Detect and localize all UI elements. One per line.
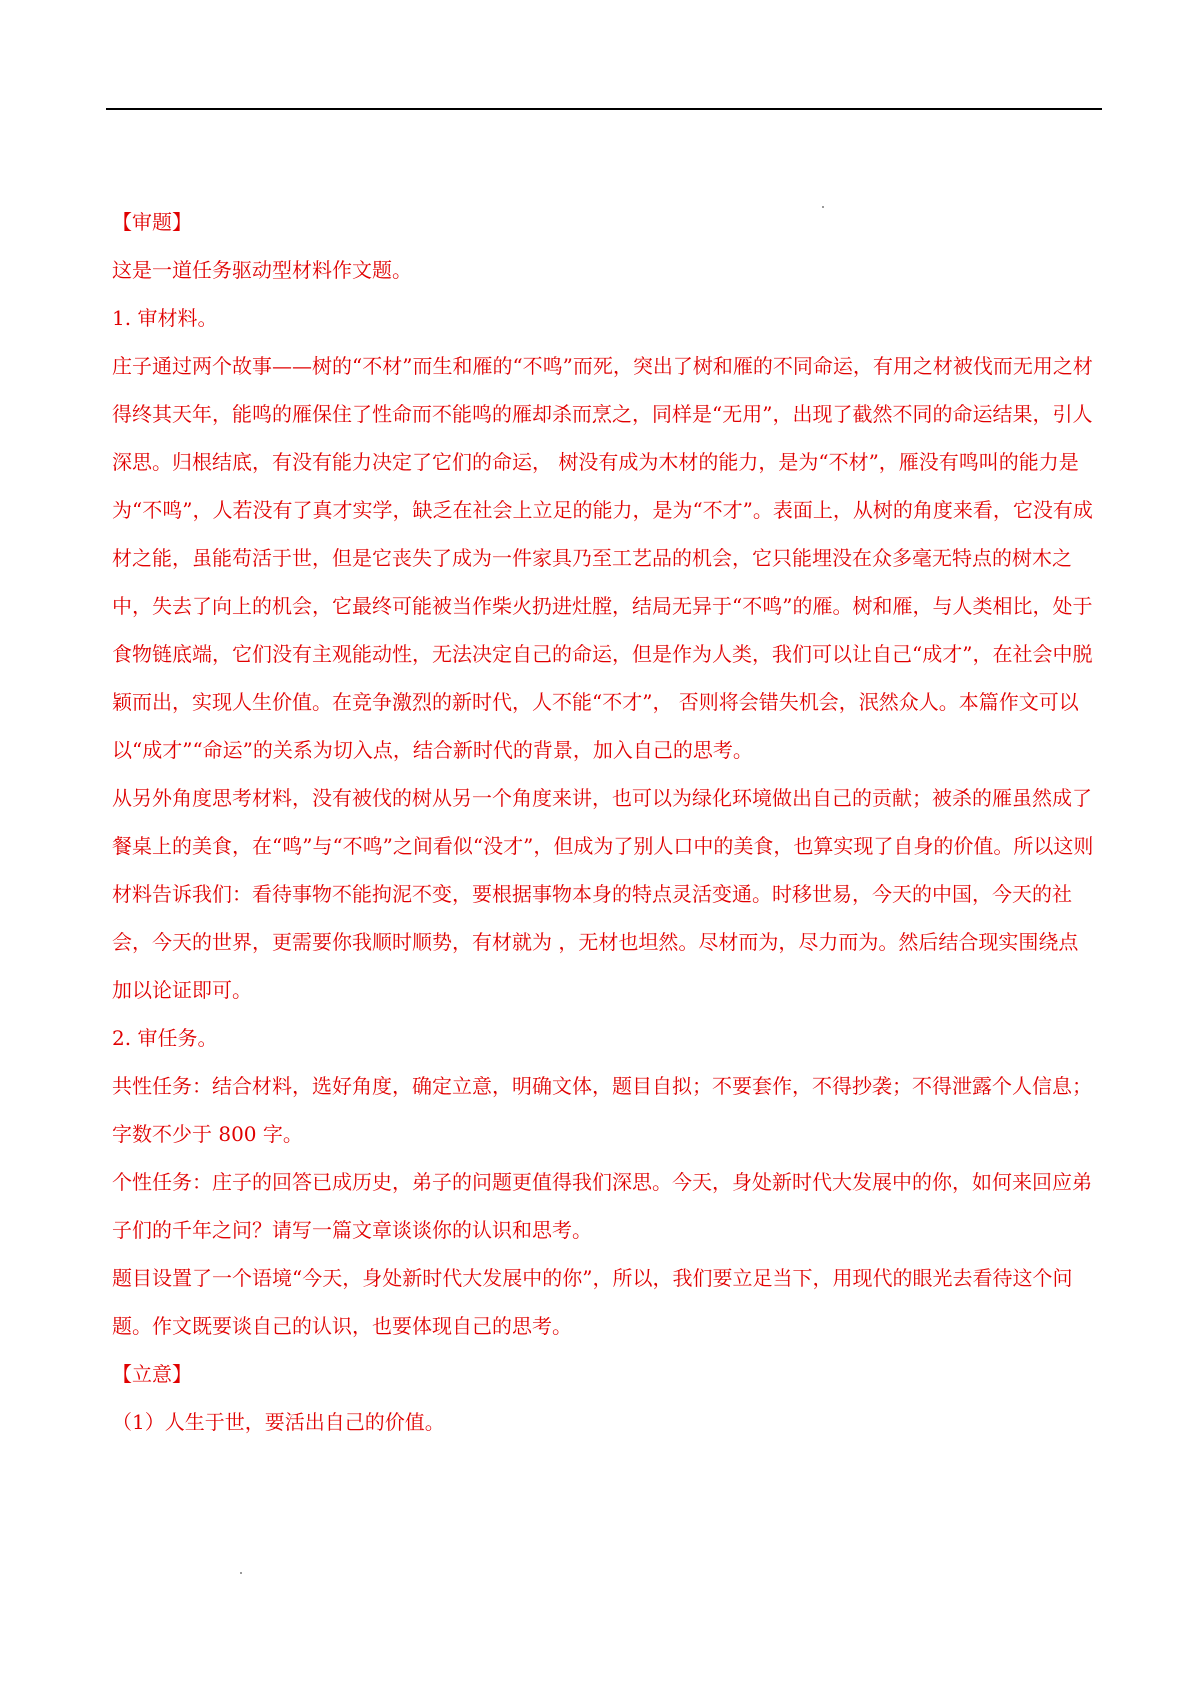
step-heading-task: 2. 审任务。: [112, 1026, 218, 1050]
thesis-item-1: （1）人生于世，要活出自己的价值。: [112, 1410, 445, 1434]
step-heading-material: 1. 审材料。: [112, 306, 218, 330]
section-heading-shenti: 【审题】: [112, 210, 192, 234]
section-heading-liyi: 【立意】: [112, 1362, 192, 1386]
intro-paragraph: 这是一道任务驱动型材料作文题。: [112, 258, 412, 282]
alternative-angle-paragraph: 从另外角度思考材料，没有被伐的树从另一个角度来讲，也可以为绿化环境做出自己的贡献；被杀的雁虽然成了餐桌上的美食，在“鸣”与“不鸣”之间看似“没才”，但成为了别人口中的美食，也算实现了自身的价值。所以这则材料告诉我们：看待事物不能拘泥不变，要根据事物本身的特点灵活变通。时移世易，今天的中国，今天的社会，今天的世界，更需要你我顺时顺势，有材就为 ，无材也坦然。尽材而为，尽力而为。然后结合现实围绕点加以论证即可。: [112, 786, 1094, 1002]
personal-task-paragraph: 个性任务：庄子的回答已成历史，弟子的问题更值得我们深思。今天，身处新时代大发展中的你，如何来回应弟子们的千年之问？请写一篇文章谈谈你的认识和思考。: [112, 1170, 1092, 1242]
document-body: [112, 198, 1096, 1446]
header-rule: [106, 108, 1102, 110]
common-task-paragraph: 共性任务：结合材料，选好角度，确定立意，明确文体，题目自拟；不要套作，不得抄袭；不得泄露个人信息；字数不少于 800 字。: [112, 1074, 1092, 1146]
scan-dot: [240, 1572, 242, 1574]
context-paragraph: 题目设置了一个语境“今天，身处新时代大发展中的你”，所以，我们要立足当下，用现代的眼光去看待这个问题。作文既要谈自己的认识，也要体现自己的思考。: [112, 1266, 1073, 1338]
material-analysis-paragraph: 庄子通过两个故事——树的“不材”而生和雁的“不鸣”而死，突出了树和雁的不同命运，有用之材被伐而无用之材得终其天年，能鸣的雁保住了性命而不能鸣的雁却杀而烹之，同样是“无用”，出现了截然不同的命运结果，引人深思。归根结底，有没有能力决定了它们的命运， 树没有成为木材的能力，是为“不材”，雁没有鸣叫的能力是为“不鸣”，人若没有了真才实学，缺乏在社会上立足的能力，是为“不才”。表面上，从树的角度来看，它没有成材之能，虽能苟活于世，但是它丧失了成为一件家具乃至工艺品的机会，它只能埋没在众多毫无特点的树木之中，失去了向上的机会，它最终可能被当作柴火扔进灶膛，结局无异于“不鸣”的雁。树和雁，与人类相比，处于食物链底端，它们没有主观能动性，无法决定自己的命运，但是作为人类，我们可以让自己“成才”，在社会中脱颖而出，实现人生价值。在竞争激烈的新时代，人不能“不才”， 否则将会错失机会，泯然众人。本篇作文可以以“成才”“命运”的关系为切入点，结合新时代的背景，加入自己的思考。: [112, 354, 1093, 762]
